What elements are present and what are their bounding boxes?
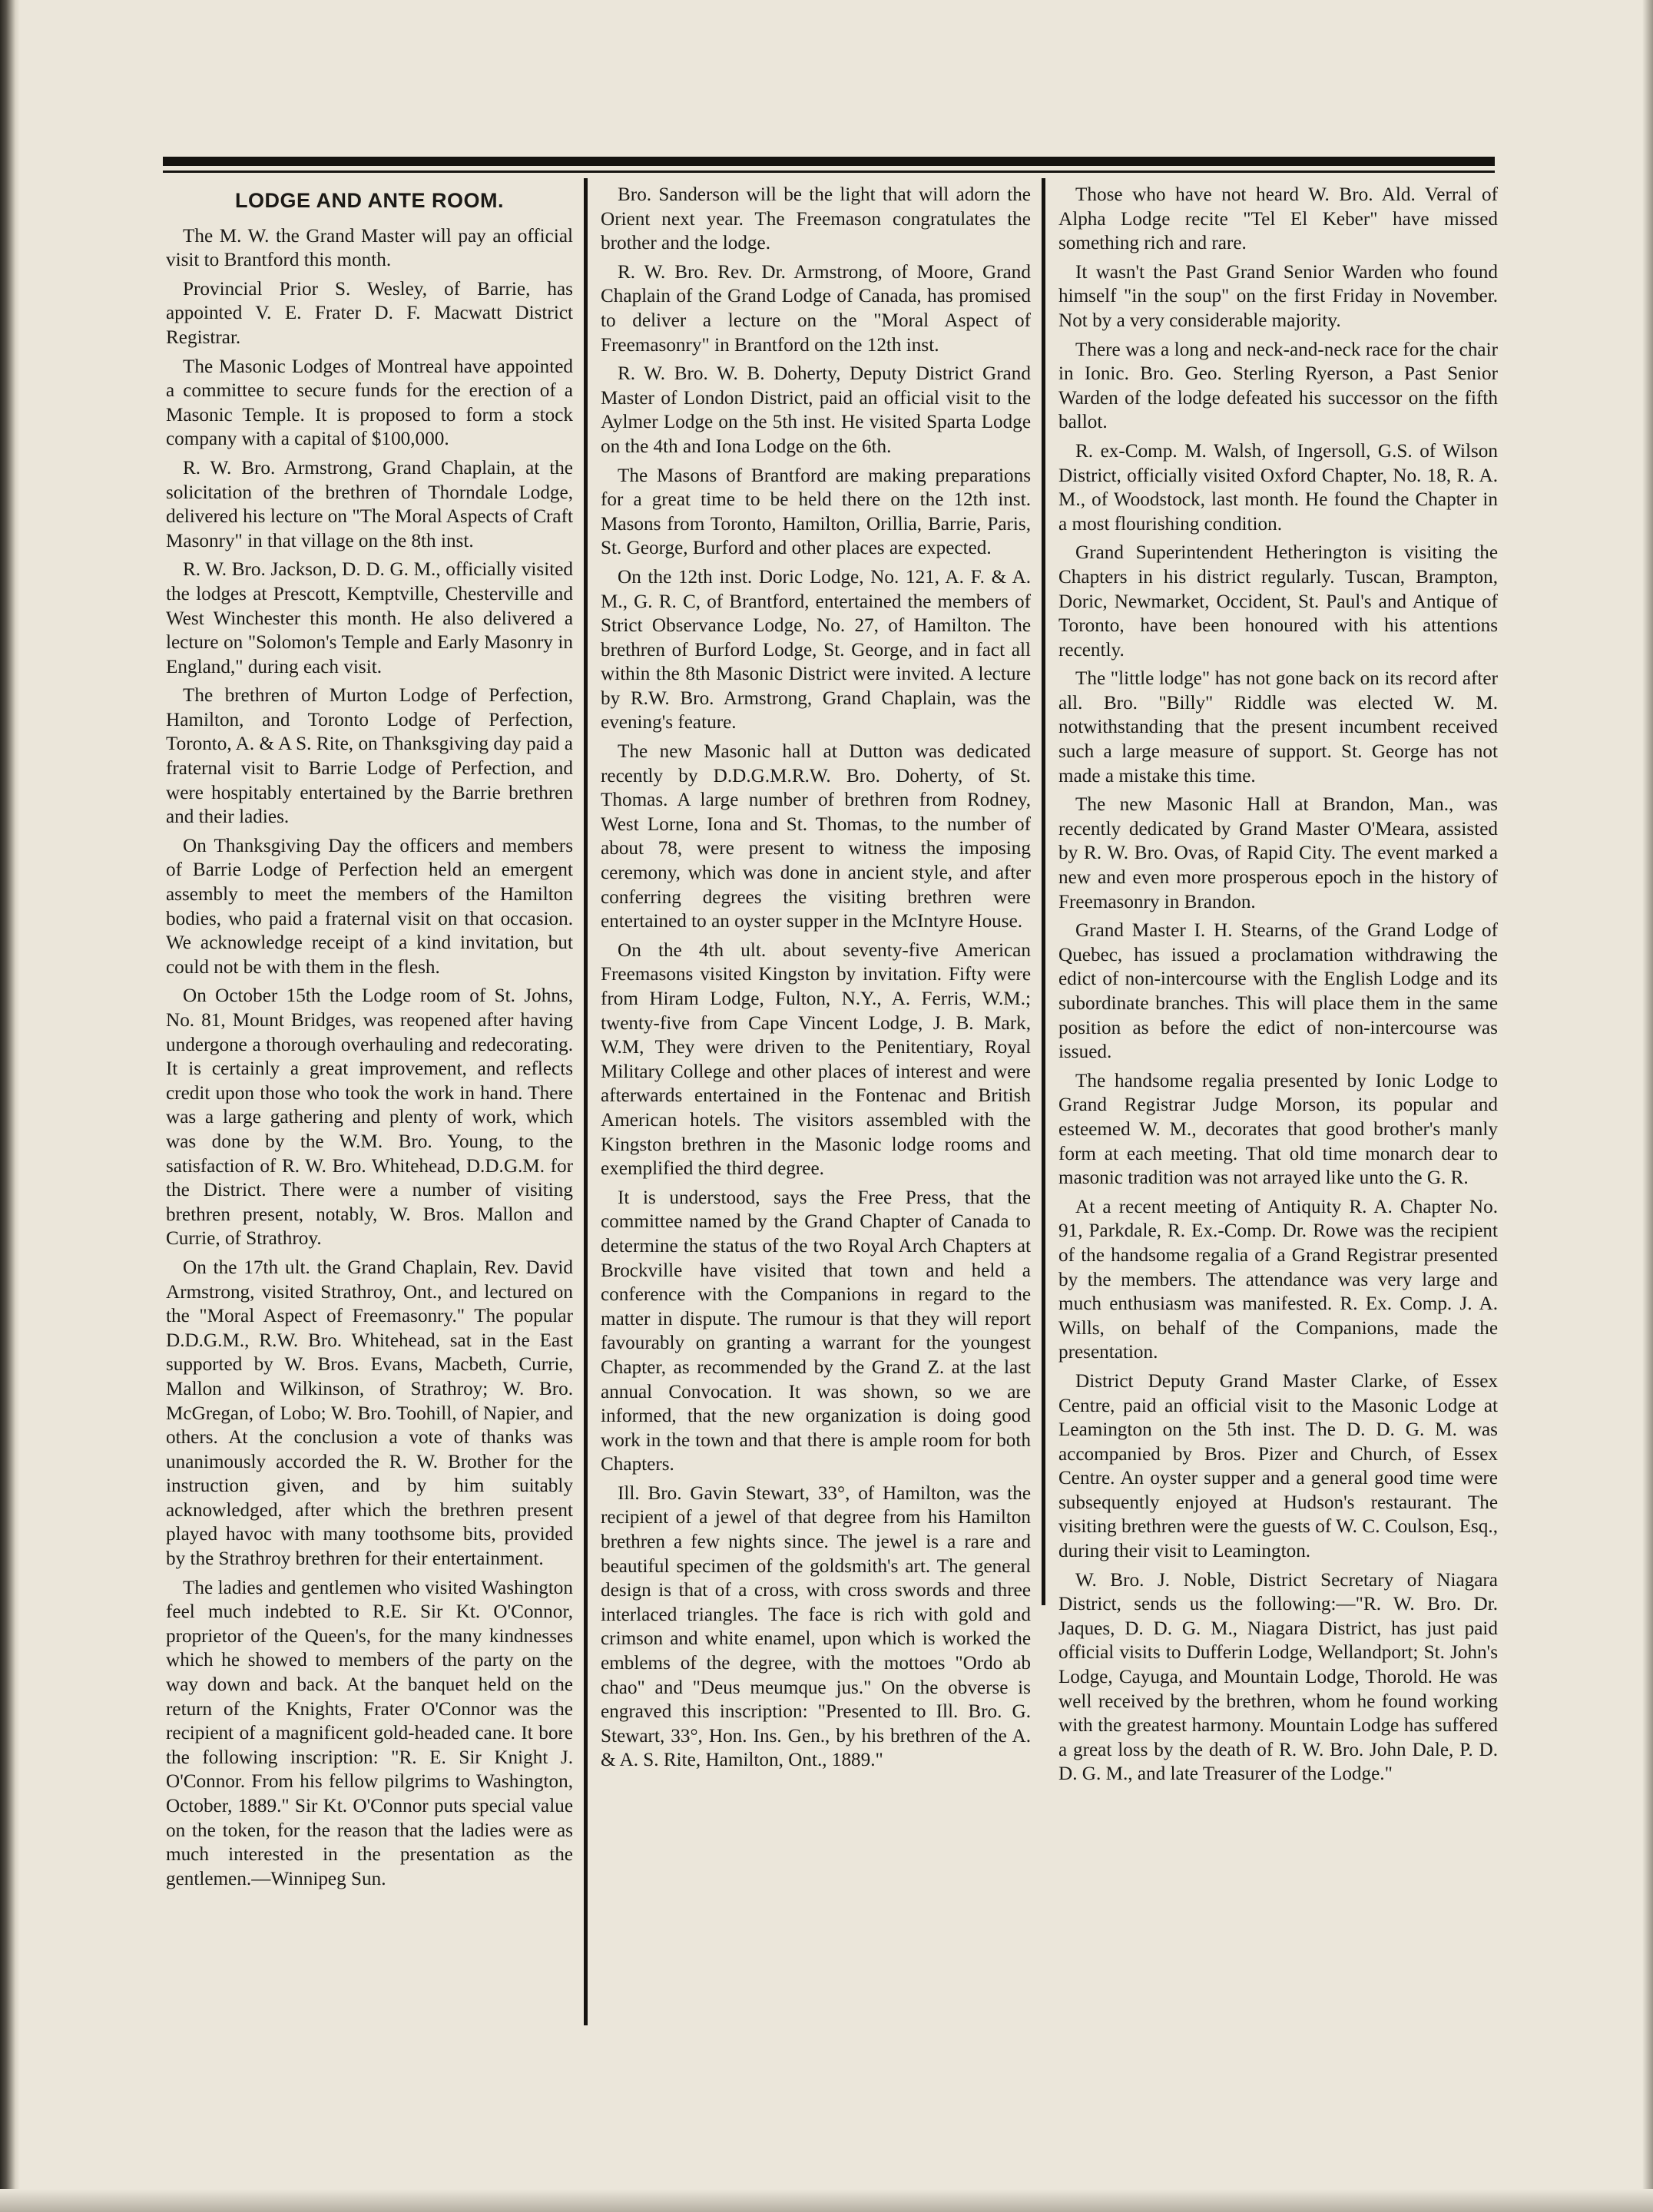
article-paragraph: District Deputy Grand Master Clarke, of Essex Centre, paid an official visit to the Masonic Lodge at Leamington on the 5th inst. The D. D. G. M. was accompanied by Bros. Pizer and Church, of Essex Centre. An oyster supper and a general good time were subsequently enjoyed at Hudson's restaurant. The visiting brethren were the guests of W. C. Coulson, Esq., during their visit to Leamington.: [1058, 1370, 1498, 1562]
article-paragraph: The Masonic Lodges of Montreal have appointed a committee to secure funds for the erection of a Masonic Temple. It is proposed to form a stock company with a capital of $100,000.: [166, 356, 573, 450]
article-paragraph: The "little lodge" has not gone back on its record after all. Bro. "Billy" Riddle was elected W. M. notwithstanding that the present incumbent received such a large measure of support. St. George has not made a mistake this time.: [1058, 668, 1498, 786]
article-paragraph: It is understood, says the Free Press, that the committee named by the Grand Chapter of Canada to determine the status of the two Royal Arch Chapters at Brockville have visited that town and held a conference with the Companions in regard to the matter in dispute. The rumour is that they will report favourably on granting a warrant for the youngest Chapter, as recommended by the Grand Z. at the last annual Convocation. It was shown, so we are informed, that the new organization is doing good work in the town and that there is ample room for both Chapters.: [601, 1187, 1031, 1475]
article-paragraph: The new Masonic Hall at Brandon, Man., was recently dedicated by Grand Master O'Meara, assisted by R. W. Bro. Ovas, of Rapid City. The event marked a new and even more prosperous epoch in the history of Freemasonry in Brandon.: [1058, 794, 1498, 912]
article-paragraph: At a recent meeting of Antiquity R. A. Chapter No. 91, Parkdale, R. Ex.-Comp. Dr. Rowe was the recipient of the handsome regalia of a Grand Registrar presented by the members. The attendance was very large and much enthusiasm was manifested. R. Ex. Comp. J. A. Wills, on behalf of the Companions, made the presentation.: [1058, 1196, 1498, 1363]
article-paragraph: On the 12th inst. Doric Lodge, No. 121, A. F. & A. M., G. R. C, of Brantford, entertained the members of Strict Observance Lodge, No. 27, of Hamilton. The brethren of Burford Lodge, St. George, and in fact all within the 8th Masonic District were invited. A lecture by R.W. Bro. Armstrong, Grand Chaplain, was the evening's feature.: [601, 566, 1031, 733]
page-binding-edge: [0, 0, 20, 2212]
page-right-edge: [1642, 0, 1653, 2212]
article-paragraph: Those who have not heard W. Bro. Ald. Verral of Alpha Lodge recite "Tel El Keber" have missed something rich and rare.: [1058, 184, 1498, 254]
article-paragraph: R. W. Bro. Armstrong, Grand Chaplain, at the solicitation of the brethren of Thorndale Lodge, delivered his lecture on "The Moral Aspects of Craft Masonry" in that village on the 8th inst.: [166, 457, 573, 551]
article-paragraph: W. Bro. J. Noble, District Secretary of Niagara District, sends us the following:—"R. W. Bro. Dr. Jaques, D. D. G. M., Niagara District, has just paid official visits to Dufferin Lodge, Wellandport; St. John's Lodge, Cayuga, and Mountain Lodge, Thorold. He was well received by the brethren, whom he found working with the greatest harmony. Mountain Lodge has suffered a great loss by the death of R. W. Bro. John Dale, P. D. D. G. M., and late Treasurer of the Lodge.": [1058, 1569, 1498, 1785]
column-1: [166, 183, 573, 1896]
column-divider-2: [1042, 178, 1045, 1605]
column-3: [1058, 183, 1498, 1791]
article-paragraph: Bro. Sanderson will be the light that will adorn the Orient next year. The Freemason congratulates the brother and the lodge.: [601, 184, 1031, 254]
article-paragraph: On the 17th ult. the Grand Chaplain, Rev. David Armstrong, visited Strathroy, Ont., and lectured on the "Moral Aspect of Freemasonry." The popular D.D.G.M., R.W. Bro. Whitehead, sat in the East supported by W. Bros. Evans, Macbeth, Currie, Mallon and Wilkinson, of Strathroy; W. Bro. McGregan, of Lobo; W. Bro. Toohill, of Napier, and others. At the conclusion a vote of thanks was unanimously accorded the R. W. Brother for the instruction given, and by him suitably acknowledged, after which the brethren present played havoc with many toothsome bits, provided by the Strathroy brethren for their entertainment.: [166, 1257, 573, 1570]
top-thin-rule: [163, 171, 1495, 173]
article-paragraph: The ladies and gentlemen who visited Washington feel much indebted to R.E. Sir Kt. O'Connor, proprietor of the Queen's, for the many kindnesses which he showed to members of the party on the way down and back. At the banquet held on the return of the Knights, Frater O'Connor was the recipient of a magnificent gold-headed cane. It bore the following inscription: "R. E. Sir Knight J. O'Connor. From his fellow pilgrims to Washington, October, 1889." Sir Kt. O'Connor puts special value on the token, for the reason that the ladies were as much interested in the presentation as the gentlemen.—Winnipeg Sun.: [166, 1577, 573, 1889]
article-paragraph: R. W. Bro. Jackson, D. D. G. M., officially visited the lodges at Prescott, Kemptville, Chesterville and West Winchester this month. He also delivered a lecture on "Solomon's Temple and Early Masonry in England," during each visit.: [166, 559, 573, 677]
article-paragraph: There was a long and neck-and-neck race for the chair in Ionic. Bro. Geo. Sterling Ryerson, a Past Senior Warden of the lodge defeated his successor on the fifth ballot.: [1058, 339, 1498, 433]
article-paragraph: The new Masonic hall at Dutton was dedicated recently by D.D.G.M.R.W. Bro. Doherty, of St. Thomas. A large number of brethren from Rodney, West Lorne, Iona and St. Thomas, to the number of about 78, were present to witness the imposing ceremony, which was done in ancient style, and after conferring degrees the visiting brethren were entertained to an oyster supper in the McIntyre House.: [601, 741, 1031, 932]
article-paragraph: Grand Superintendent Hetherington is visiting the Chapters in his district regularly. Tuscan, Brampton, Doric, Newmarket, Occident, St. Paul's and Antique of Toronto, have been honoured with his attentions recently.: [1058, 542, 1498, 661]
article-paragraph: It wasn't the Past Grand Senior Warden who found himself "in the soup" on the first Friday in November. Not by a very considerable majority.: [1058, 261, 1498, 331]
article-paragraph: R. ex-Comp. M. Walsh, of Ingersoll, G.S. of Wilson District, officially visited Oxford Chapter, No. 18, R. A. M., of Woodstock, last month. He found the Chapter in a most flourishing condition.: [1058, 440, 1498, 535]
article-paragraph: R. W. Bro. Rev. Dr. Armstrong, of Moore, Grand Chaplain of the Grand Lodge of Canada, has promised to deliver a lecture on the "Moral Aspect of Freemasonry" in Brantford on the 12th inst.: [601, 261, 1031, 356]
article-paragraph: The brethren of Murton Lodge of Perfection, Hamilton, and Toronto Lodge of Perfection, Toronto, A. & A S. Rite, on Thanksgiving day paid a fraternal visit to Barrie Lodge of Perfection, and were hospitably entertained by the Barrie brethren and their ladies.: [166, 685, 573, 828]
article-paragraph: Ill. Bro. Gavin Stewart, 33°, of Hamilton, was the recipient of a jewel of that degree from his Hamilton brethren a few nights since. The jewel is a rare and beautiful specimen of the goldsmith's art. The general design is that of a cross, with cross swords and three interlaced triangles. The face is rich with gold and crimson and white enamel, upon which is worked the emblems of the degree, with the mottoes "Ordo ab chao" and "Deus meumque jus." On the obverse is engraved this inscription: "Presented to Ill. Bro. G. Stewart, 33°, Hon. Ins. Gen., by his brethren of the A. & A. S. Rite, Hamilton, Ont., 1889.": [601, 1482, 1031, 1771]
article-paragraph: Grand Master I. H. Stearns, of the Grand Lodge of Quebec, has issued a proclamation withdrawing the edict of non-intercourse with the English Lodge and its subordinate branches. This will place them in the same position as before the edict of non-intercourse was issued.: [1058, 920, 1498, 1063]
page-bottom-edge: [0, 2189, 1653, 2212]
article-paragraph: R. W. Bro. W. B. Doherty, Deputy District Grand Master of London District, paid an official visit to the Aylmer Lodge on the 5th inst. He visited Sparta Lodge on the 4th and Iona Lodge on the 6th.: [601, 363, 1031, 457]
article-paragraph: On Thanksgiving Day the officers and members of Barrie Lodge of Perfection held an emergent assembly to meet the members of the Hamilton bodies, who paid a fraternal visit on that occasion. We acknowledge receipt of a kind invitation, but could not be with them in the flesh.: [166, 835, 573, 978]
article-paragraph: On the 4th ult. about seventy-five American Freemasons visited Kingston by invitation. Fifty were from Hiram Lodge, Fulton, N.Y., A. Ferris, W.M.; twenty-five from Cape Vincent Lodge, J. B. Mark, W.M, They were driven to the Penitentiary, Royal Military College and other places of interest and were afterwards entertained in the Fontenac and British American hotels. The visitors assembled with the Kingston brethren in the Masonic lodge rooms and exemplified the third degree.: [601, 939, 1031, 1180]
section-heading: LODGE AND ANTE ROOM.: [235, 189, 504, 212]
top-heavy-rule: [163, 157, 1495, 166]
article-paragraph: On October 15th the Lodge room of St. Johns, No. 81, Mount Bridges, was reopened after having undergone a thorough overhauling and redecorating. It is certainly a great improvement, and reflects credit upon those who took the work in hand. There was a large gathering and plenty of work, which was done by the W.M. Bro. Young, to the satisfaction of R. W. Bro. Whitehead, D.D.G.M. for the District. There were a number of visiting brethren present, notably, W. Bros. Mallon and Currie, of Strathroy.: [166, 985, 573, 1250]
article-paragraph: The Masons of Brantford are making preparations for a great time to be held there on the 12th inst. Masons from Toronto, Hamilton, Orillia, Barrie, Paris, St. George, Burford and other places are expected.: [601, 465, 1031, 559]
article-paragraph: The M. W. the Grand Master will pay an official visit to Brantford this month.: [166, 225, 573, 271]
article-paragraph: The handsome regalia presented by Ionic Lodge to Grand Registrar Judge Morson, its popular and esteemed W. M., decorates that good brother's manly form at each meeting. That old time monarch dear to masonic tradition was not arrayed like unto the G. R.: [1058, 1070, 1498, 1189]
column-divider-1: [584, 178, 588, 2025]
article-paragraph: Provincial Prior S. Wesley, of Barrie, has appointed V. E. Frater D. F. Macwatt District Registrar.: [166, 278, 573, 348]
column-2: [601, 183, 1031, 1777]
